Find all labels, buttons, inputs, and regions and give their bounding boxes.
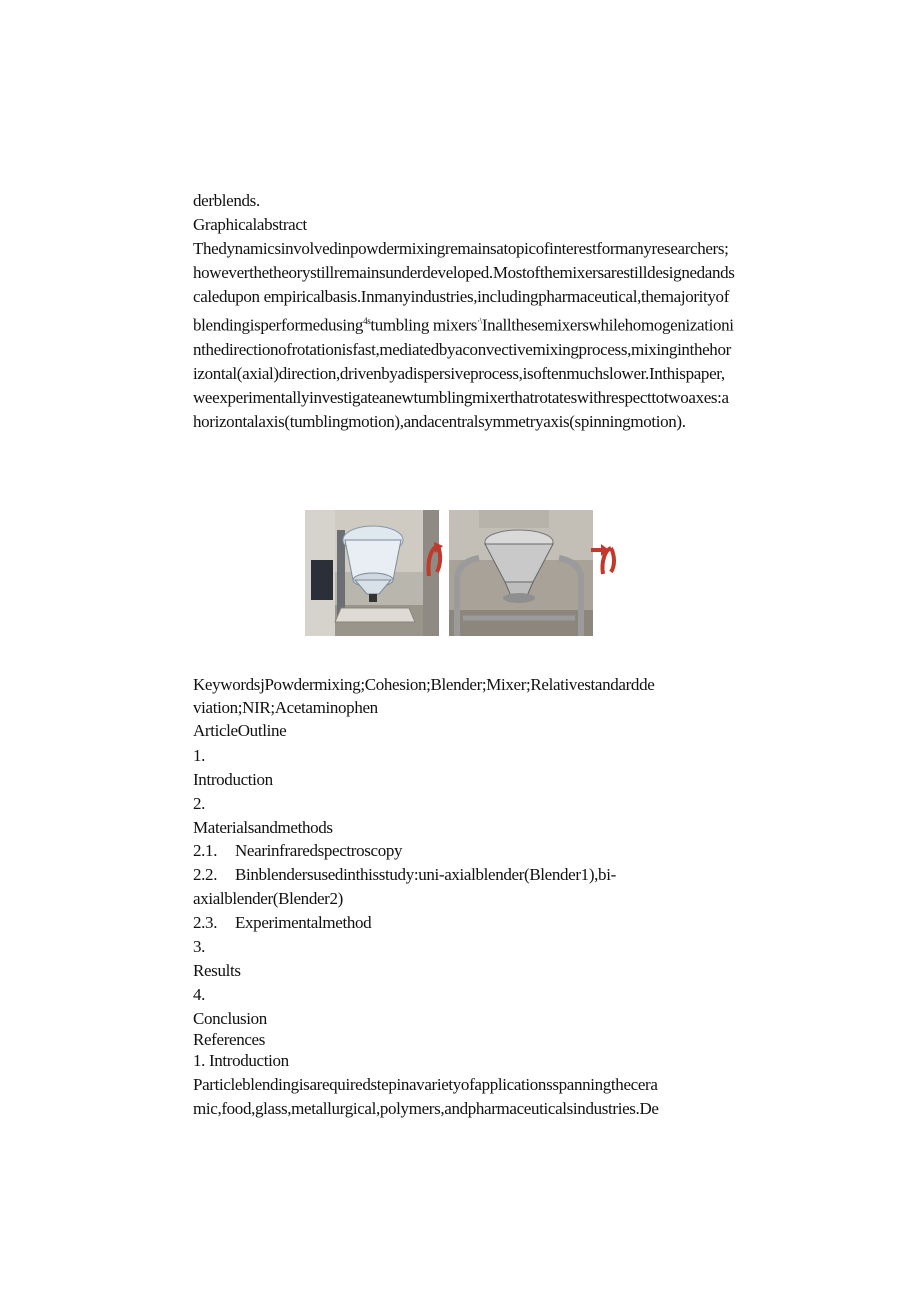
outline-link-bin-blenders[interactable]: Binblendersusedinthisstudy:uni-axialblender(Blender1),bi-: [235, 865, 616, 884]
outline-link-conclusion[interactable]: Conclusion: [193, 1009, 267, 1028]
abstract-superscript: 4s: [363, 316, 371, 327]
outline-number-2: 2.: [193, 794, 206, 813]
uni-axial-blender-image: [305, 510, 439, 636]
uni-axial-blender-photo: [305, 510, 439, 636]
graphical-abstract-heading: Graphicalabstract: [193, 215, 307, 234]
outline-item-2-3[interactable]: [193, 911, 371, 935]
top-fragment: derblends.: [193, 191, 260, 210]
outline-link-experimental-method[interactable]: Experimentalmethod: [235, 913, 372, 932]
abstract-text: Thedynamicsinvolvedinpowdermixingremainsatopicofinterestformanyresearchers;howeverthetheorystillremainsunderdeveloped.Mostofthemixersarestilldesignedandscaledupon empiricalbasis.Inmanyindustries,includingpharmaceutical,themajorityofblendingisperformedusing: [193, 239, 735, 335]
outline-link-introduction[interactable]: Introduction: [193, 770, 273, 789]
bi-axial-blender-photo: [449, 510, 593, 636]
intro-line-2: mic,food,glass,metallurgical,polymers,andpharmaceuticalsindustries.De: [193, 1099, 659, 1118]
outline-number-3: 3.: [193, 937, 206, 956]
keywords-line-2: viation;NIR;Acetaminophen: [193, 698, 378, 717]
intro-line-1: Particleblendingisarequiredstepinavarietyofapplicationsspanningthecera: [193, 1075, 658, 1094]
keywords-line-1: KeywordsjPowdermixing;Cohesion;Blender;Mixer;Relativestandardde: [193, 675, 655, 694]
outline-number-1: 1.: [193, 746, 206, 765]
abstract-text-3: Inallthesemixerswhilehomogenizationinthedirectionofrotationisfast,mediatedbyaconvectivemixingprocess,mixinginthehorizontal(axial)direction,drivenbyadispersiveprocess,isoftenmuchslower.Inthispaper,weexperimentallyinvestigateanewtumblingmixerthatrotateswithrespecttotwoaxes:ahorizontalaxis(tumblingmotion),andacentralsymmetryaxis(spinningmotion).: [193, 315, 734, 432]
article-outline-heading: ArticleOutline: [193, 721, 287, 740]
outline-sub-number: 2.3.: [193, 913, 218, 932]
outline-link-references[interactable]: References: [193, 1030, 266, 1049]
graphical-abstract-figure: [305, 510, 617, 636]
outline-sub-number: 2.2.: [193, 865, 218, 884]
abstract-mark: ·\: [477, 316, 482, 327]
outline-link-materials-methods[interactable]: Materialsandmethods: [193, 818, 333, 837]
tumbling-rotation-arrow-icon: [423, 540, 445, 585]
intro-heading: 1. Introduction: [193, 1051, 289, 1070]
outline-number-4: 4.: [193, 985, 206, 1004]
abstract-text-2: tumbling mixers: [370, 315, 478, 335]
outline-sub-number: 2.1.: [193, 841, 218, 860]
abstract-paragraph: [193, 237, 735, 434]
outline-item-2-2[interactable]: [193, 863, 616, 887]
outline-link-bin-blenders-cont[interactable]: axialblender(Blender2): [193, 889, 343, 908]
spinning-rotation-arrow-icon: [589, 540, 617, 585]
outline-link-results[interactable]: Results: [193, 961, 241, 980]
bi-axial-blender-image: [449, 510, 593, 636]
outline-link-nir[interactable]: Nearinfraredspectroscopy: [235, 841, 403, 860]
outline-item-2-1[interactable]: [193, 839, 402, 863]
